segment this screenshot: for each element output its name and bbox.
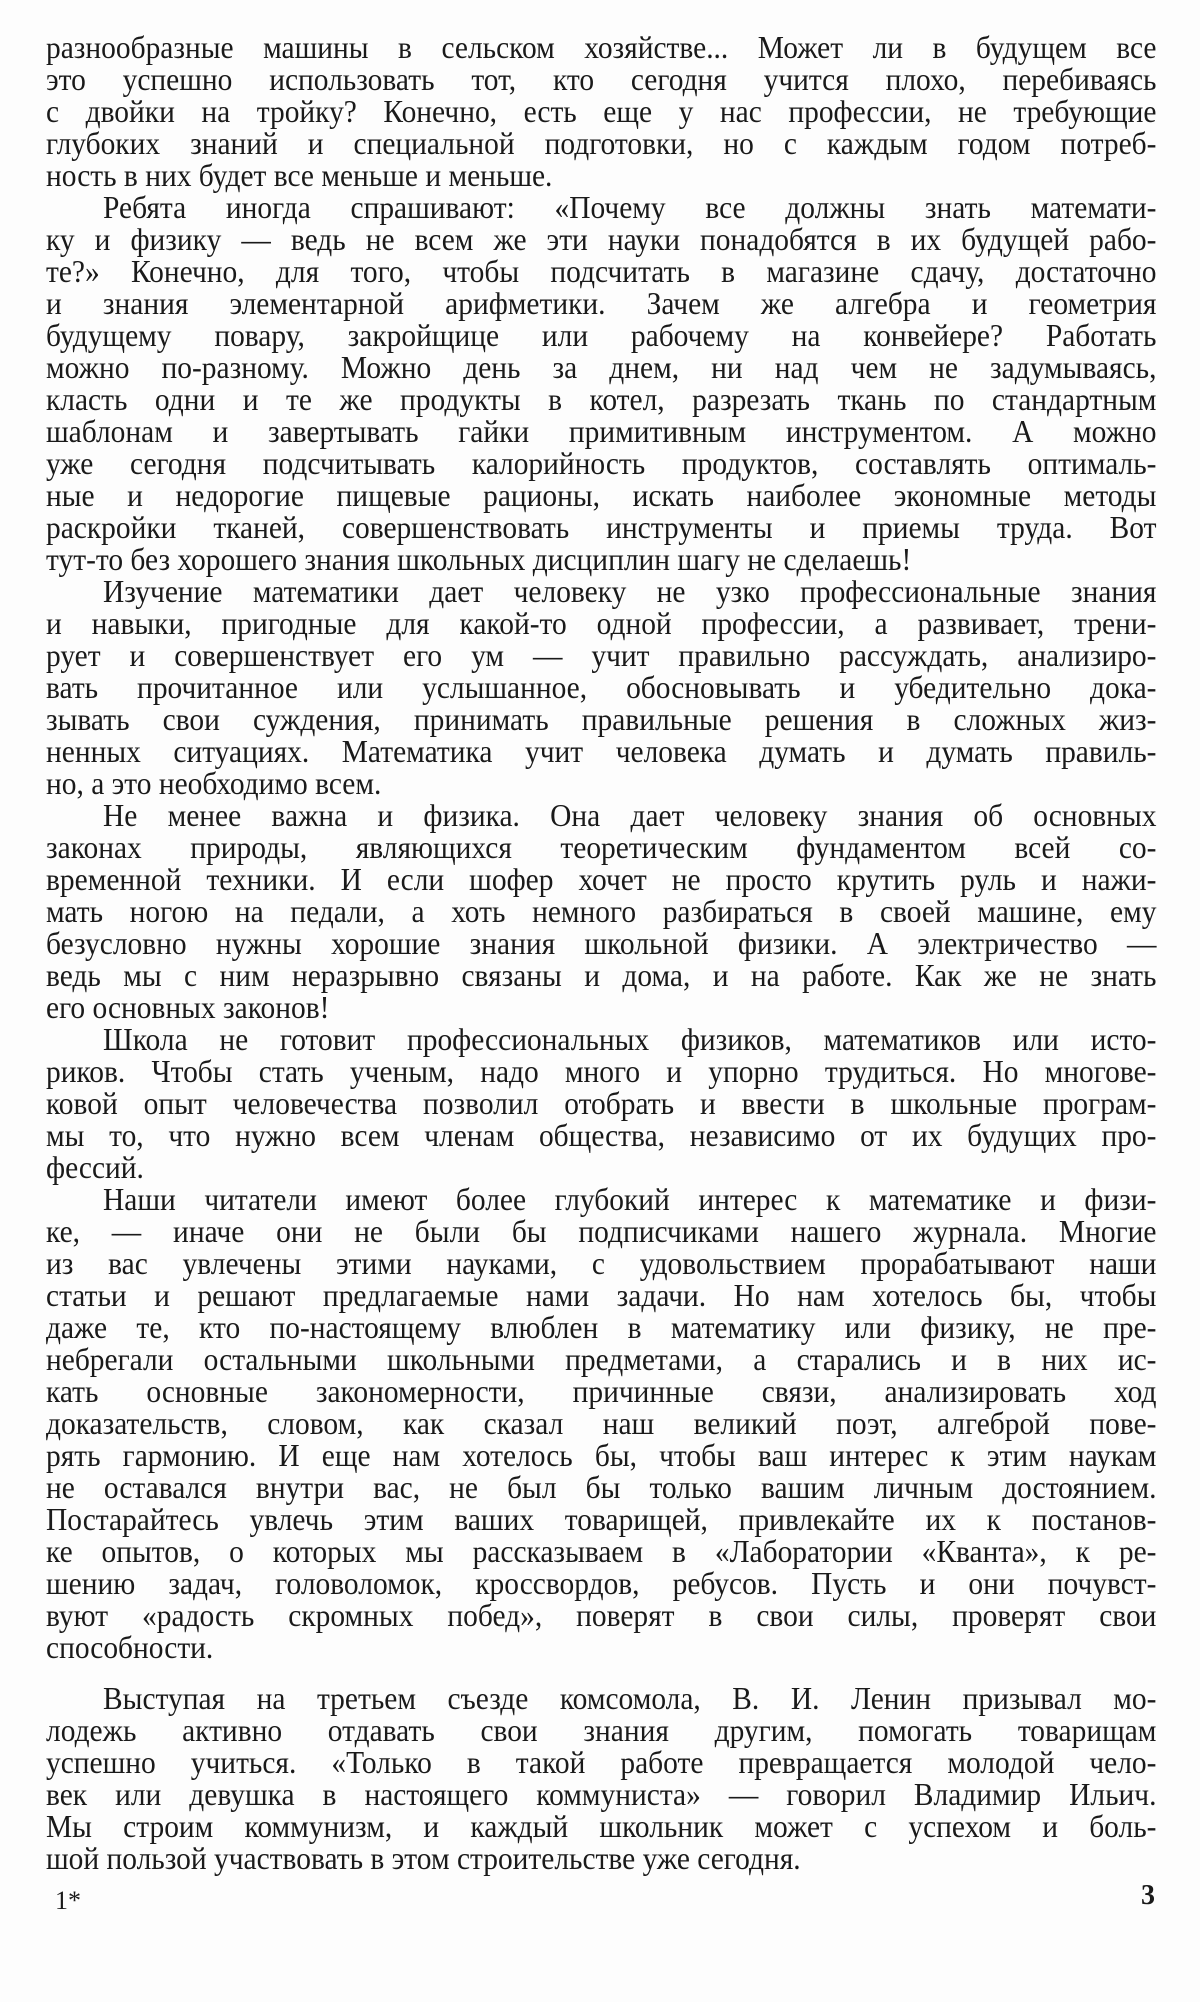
text-line: способности. <box>46 1629 214 1665</box>
text-line: успешно учиться. «Только в такой работе превращается молодой чело- <box>46 1744 1157 1780</box>
text-line: мы то, что нужно всем членам общества, независимо от их будущих про- <box>46 1117 1157 1153</box>
text-line: вать прочитанное или услышанное, обосновывать и убедительно дока- <box>46 669 1157 705</box>
text-line: статьи и решают предлагаемые нами задачи. Но нам хотелось бы, чтобы <box>46 1277 1157 1313</box>
text-line: рует и совершенствует его ум — учит правильно рассуждать, анализиро- <box>46 637 1157 673</box>
text-line: ку и физику — ведь не всем же эти науки понадобятся в их будущей рабо- <box>46 221 1157 257</box>
paragraph <box>46 31 1156 191</box>
text-line: но, а это необходимо всем. <box>46 765 382 801</box>
text-line: шению задач, головоломок, кроссвордов, ребусов. Пусть и они почувст- <box>46 1565 1157 1601</box>
text-line: класть одни и те же продукты в котел, разрезать ткань по стандартным <box>46 381 1157 417</box>
text-line: Мы строим коммунизм, и каждый школьник может с успехом и боль- <box>46 1808 1157 1844</box>
text-line: разнообразные машины в сельском хозяйстве... Может ли в будущем все <box>46 29 1157 65</box>
text-line: риков. Чтобы стать ученым, надо много и упорно трудиться. Но многове- <box>46 1053 1157 1089</box>
text-line: те?» Конечно, для того, чтобы подсчитать в магазине сдачу, достаточно <box>46 253 1157 289</box>
text-line: лодежь активно отдавать свои знания другим, помогать товарищам <box>46 1712 1157 1748</box>
text-line: ные и недорогие пищевые рационы, искать наиболее экономные методы <box>46 477 1157 513</box>
text-line: Выступая на третьем съезде комсомола, В. И. Ленин призывал мо- <box>103 1680 1157 1716</box>
text-line: вуют «радость скромных побед», поверят в свои силы, проверят свои <box>46 1597 1157 1633</box>
text-line: с двойки на тройку? Конечно, есть еще у нас профессии, не требующие <box>46 93 1157 129</box>
text-line: тут-то без хорошего знания школьных дисциплин шагу не сделаешь! <box>46 541 912 577</box>
text-line: ке опытов, о которых мы рассказываем в «Лаборатории «Кванта», к ре- <box>46 1533 1157 1569</box>
text-line: уже сегодня подсчитывать калорийность продуктов, составлять оптималь- <box>46 445 1157 481</box>
text-line: будущему повару, закройщице или рабочему на конвейере? Работать <box>46 317 1157 353</box>
text-line: шой пользой участвовать в этом строительстве уже сегодня. <box>46 1840 801 1876</box>
text-line: век или девушка в настоящего коммуниста» — говорил Владимир Ильич. <box>46 1776 1157 1812</box>
text-line: кать основные закономерности, причинные связи, анализировать ход <box>46 1373 1157 1409</box>
text-line: временной техники. И если шофер хочет не просто крутить руль и нажи- <box>46 861 1157 897</box>
text-line: не оставался внутри вас, не был бы только вашим личным достоянием. <box>46 1469 1157 1505</box>
text-line: мать ногою на педали, а хоть немного разбираться в своей машине, ему <box>46 893 1157 929</box>
text-line: ке, — иначе они не были бы подписчиками нашего журнала. Многие <box>46 1213 1157 1249</box>
text-line: его основных законов! <box>46 989 330 1025</box>
text-line: ковой опыт человечества позволил отобрать и ввести в школьные програм- <box>46 1085 1157 1121</box>
text-line: и навыки, пригодные для какой-то одной профессии, а развивает, трени- <box>46 605 1157 641</box>
text-line: Школа не готовит профессиональных физиков, математиков или исто- <box>103 1021 1157 1057</box>
text-line: глубоких знаний и специальной подготовки, но с каждым годом потреб- <box>46 125 1157 161</box>
text-line: Ребята иногда спрашивают: «Почему все должны знать математи- <box>103 189 1157 225</box>
text-line: небрегали остальными школьными предметами, а старались и в них ис- <box>46 1341 1157 1377</box>
article-body <box>46 31 1156 1874</box>
text-line: из вас увлечены этими науками, с удовольствием прорабатывают наши <box>46 1245 1157 1281</box>
text-line: Постарайтесь увлечь этим ваших товарищей, привлекайте их к постанов- <box>46 1501 1157 1537</box>
paragraph <box>46 191 1156 575</box>
printer-signature-mark: 1* <box>55 1886 81 1915</box>
text-line: раскройки тканей, совершенствовать инструменты и приемы труда. Вот <box>46 509 1157 545</box>
text-line: и знания элементарной арифметики. Зачем же алгебра и геометрия <box>46 285 1157 321</box>
text-line: безусловно нужны хорошие знания школьной физики. А электричество — <box>46 925 1157 961</box>
paragraph <box>46 1183 1156 1663</box>
text-line: можно по-разному. Можно день за днем, ни над чем не задумываясь, <box>46 349 1157 385</box>
text-line: рять гармонию. И еще нам хотелось бы, чтобы ваш интерес к этим наукам <box>46 1437 1157 1473</box>
paragraph <box>46 799 1156 1023</box>
text-line: ведь мы с ним неразрывно связаны и дома, и на работе. Как же не знать <box>46 957 1157 993</box>
text-line: это успешно использовать тот, кто сегодня учится плохо, перебиваясь <box>46 61 1157 97</box>
text-line: Не менее важна и физика. Она дает человеку знания об основных <box>103 797 1157 833</box>
text-line: законах природы, являющихся теоретическим фундаментом всей со- <box>46 829 1157 865</box>
text-line: Наши читатели имеют более глубокий интерес к математике и физи- <box>103 1181 1157 1217</box>
text-line: ненных ситуациях. Математика учит человека думать и думать правиль- <box>46 733 1157 769</box>
text-line: ность в них будет все меньше и меньше. <box>46 157 553 193</box>
paragraph <box>46 1682 1156 1874</box>
text-line: фессий. <box>46 1149 144 1185</box>
text-line: доказательств, словом, как сказал наш великий поэт, алгеброй пове- <box>46 1405 1157 1441</box>
text-line: Изучение математики дает человеку не узко профессиональные знания <box>103 573 1157 609</box>
text-line: даже те, кто по-настоящему влюблен в математику или физику, не пре- <box>46 1309 1157 1345</box>
paragraph <box>46 1023 1156 1183</box>
text-line: зывать свои суждения, принимать правильные решения в сложных жиз- <box>46 701 1157 737</box>
paragraph <box>46 575 1156 799</box>
text-line: шаблонам и завертывать гайки примитивным инструментом. А можно <box>46 413 1157 449</box>
page-number: 3 <box>1141 1880 1155 1911</box>
